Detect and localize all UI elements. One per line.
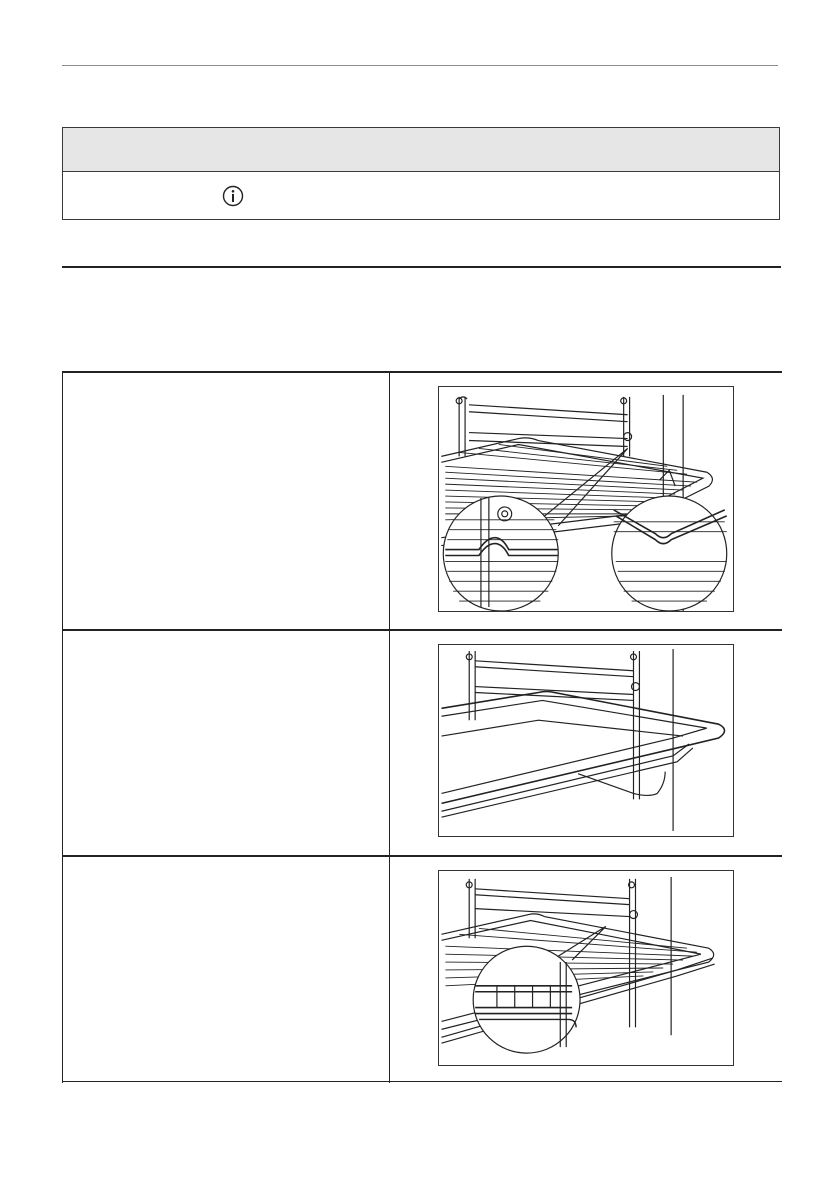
info-table-row <box>63 172 779 220</box>
info-circle-icon <box>222 185 244 207</box>
info-table-header <box>63 128 779 172</box>
wire-shelf-insert-illustration <box>438 386 734 612</box>
steps-table <box>62 371 782 1082</box>
step-row-3 <box>62 855 782 1083</box>
step-2-text-cell <box>62 631 390 855</box>
step-3-image-cell <box>390 857 782 1083</box>
wire-shelf-with-tray-illustration <box>438 870 734 1066</box>
info-table <box>62 127 780 220</box>
section-rule <box>62 266 781 268</box>
step-3-text-cell <box>62 857 390 1083</box>
baking-tray-insert-illustration <box>438 644 734 837</box>
step-1-text-cell <box>62 373 390 629</box>
step-row-1 <box>62 373 782 629</box>
header-rule <box>62 65 778 66</box>
step-1-image-cell <box>390 373 782 629</box>
step-row-2 <box>62 629 782 855</box>
step-2-image-cell <box>390 631 782 855</box>
